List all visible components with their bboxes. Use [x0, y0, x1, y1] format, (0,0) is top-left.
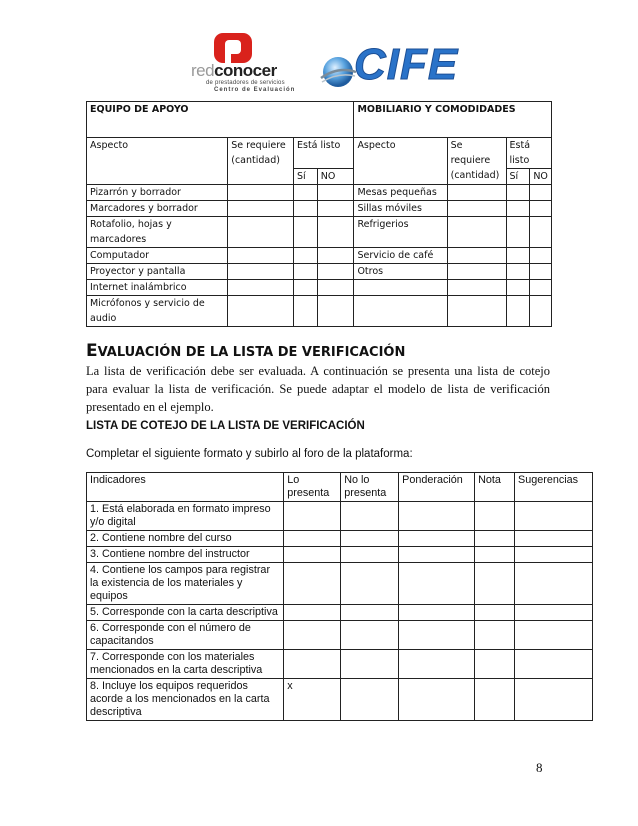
lo-presenta-cell	[284, 563, 341, 605]
col-se-requiere-right: Se requiere (cantidad)	[447, 138, 506, 185]
table-row	[87, 621, 593, 650]
furniture-item: Refrigerios	[354, 217, 447, 248]
col-esta-listo-right: Está listo	[506, 138, 551, 169]
header-lo-presenta: Lo presenta	[284, 473, 341, 502]
furniture-header: MOBILIARIO Y COMODIDADES	[354, 102, 552, 138]
indicator-cell: 6. Corresponde con el número de capacitandos	[87, 621, 284, 650]
equipment-item: Micrófonos y servicio de audio	[87, 296, 228, 327]
header-logos	[0, 28, 638, 100]
indicator-cell: 8. Incluye los equipos requeridos acorde a los mencionados en la carta descriptiva	[87, 679, 284, 721]
header-sugerencias: Sugerencias	[515, 473, 593, 502]
furniture-item: Otros	[354, 264, 447, 280]
indicator-cell: 3. Contiene nombre del instructor	[87, 547, 284, 563]
table-row	[87, 531, 593, 547]
col-si-left: Sí	[294, 169, 318, 185]
cife-logo	[318, 38, 458, 96]
indicator-cell: 5. Corresponde con la carta descriptiva	[87, 605, 284, 621]
equipment-item: Computador	[87, 248, 228, 264]
page-number: 8	[536, 760, 543, 775]
header-indicadores: Indicadores	[87, 473, 284, 502]
table-row	[87, 264, 552, 280]
lo-presenta-cell	[284, 650, 341, 679]
checklist-table	[86, 472, 593, 721]
cife-wordmark: CIFE	[354, 40, 459, 89]
section-title: EVALUACIÓN DE LA LISTA DE VERIFICACIÓN	[86, 341, 406, 361]
col-se-requiere-left: Se requiere (cantidad)	[228, 138, 294, 185]
table-row	[87, 248, 552, 264]
equipment-table	[86, 101, 552, 327]
lo-presenta-cell	[284, 547, 341, 563]
equipment-item: Internet inalámbrico	[87, 280, 228, 296]
redconocer-wordmark: redconocer	[191, 61, 277, 80]
lo-presenta-cell	[284, 502, 341, 531]
equipment-item: Pizarrón y borrador	[87, 185, 228, 201]
equipment-item: Rotafolio, hojas y marcadores	[87, 217, 228, 248]
table-row	[87, 605, 593, 621]
table-row	[87, 296, 552, 327]
indicator-cell: 4. Contiene los campos para registrar la existencia de los materiales y equipos	[87, 563, 284, 605]
checklist-instruction: Completar el siguiente formato y subirlo al foro de la plataforma:	[86, 448, 413, 460]
col-aspecto-left: Aspecto	[87, 138, 228, 185]
indicator-cell: 2. Contiene nombre del curso	[87, 531, 284, 547]
indicator-cell: 7. Corresponde con los materiales mencionados en la carta descriptiva	[87, 650, 284, 679]
equipment-header: EQUIPO DE APOYO	[87, 102, 354, 138]
redconocer-mark-icon	[212, 32, 254, 64]
furniture-item: Mesas pequeñas	[354, 185, 447, 201]
table-row	[87, 650, 593, 679]
section-paragraph: La lista de verificación debe ser evaluada. A continuación se presenta una lista de cotejo para evaluar la lista de verificación. Se puede adaptar el modelo de lista de verificación presentado en el ejemplo.	[86, 364, 550, 414]
table-row	[87, 185, 552, 201]
table-row	[87, 679, 593, 721]
table-row	[87, 280, 552, 296]
table-row	[87, 217, 552, 248]
furniture-item	[354, 296, 447, 327]
globe-icon	[318, 52, 358, 92]
col-aspecto-right: Aspecto	[354, 138, 447, 185]
header-nota: Nota	[475, 473, 515, 502]
header-no-lo-presenta: No lo presenta	[341, 473, 399, 502]
table-row	[87, 563, 593, 605]
equipment-item: Proyector y pantalla	[87, 264, 228, 280]
indicator-cell: 1. Está elaborada en formato impreso y/o digital	[87, 502, 284, 531]
furniture-item: Servicio de café	[354, 248, 447, 264]
checklist-header-row	[87, 473, 593, 502]
redconocer-logo	[188, 32, 300, 94]
equipment-item: Marcadores y borrador	[87, 201, 228, 217]
redconocer-subtitle-2: Centro de Evaluación	[214, 87, 296, 93]
furniture-item	[354, 280, 447, 296]
col-no-right: NO	[530, 169, 552, 185]
lo-presenta-cell	[284, 605, 341, 621]
lo-presenta-cell	[284, 621, 341, 650]
furniture-item: Sillas móviles	[354, 201, 447, 217]
col-no-left: NO	[317, 169, 354, 185]
redconocer-subtitle: de prestadores de servicios	[206, 80, 285, 86]
table-row	[87, 547, 593, 563]
col-si-right: Sí	[506, 169, 530, 185]
header-ponderacion: Ponderación	[399, 473, 475, 502]
checklist-subheading: LISTA DE COTEJO DE LA LISTA DE VERIFICACIÓN	[86, 420, 365, 432]
col-esta-listo-left: Está listo	[294, 138, 354, 169]
table-row	[87, 502, 593, 531]
lo-presenta-cell	[284, 531, 341, 547]
table-row	[87, 201, 552, 217]
lo-presenta-cell: x	[284, 679, 341, 721]
